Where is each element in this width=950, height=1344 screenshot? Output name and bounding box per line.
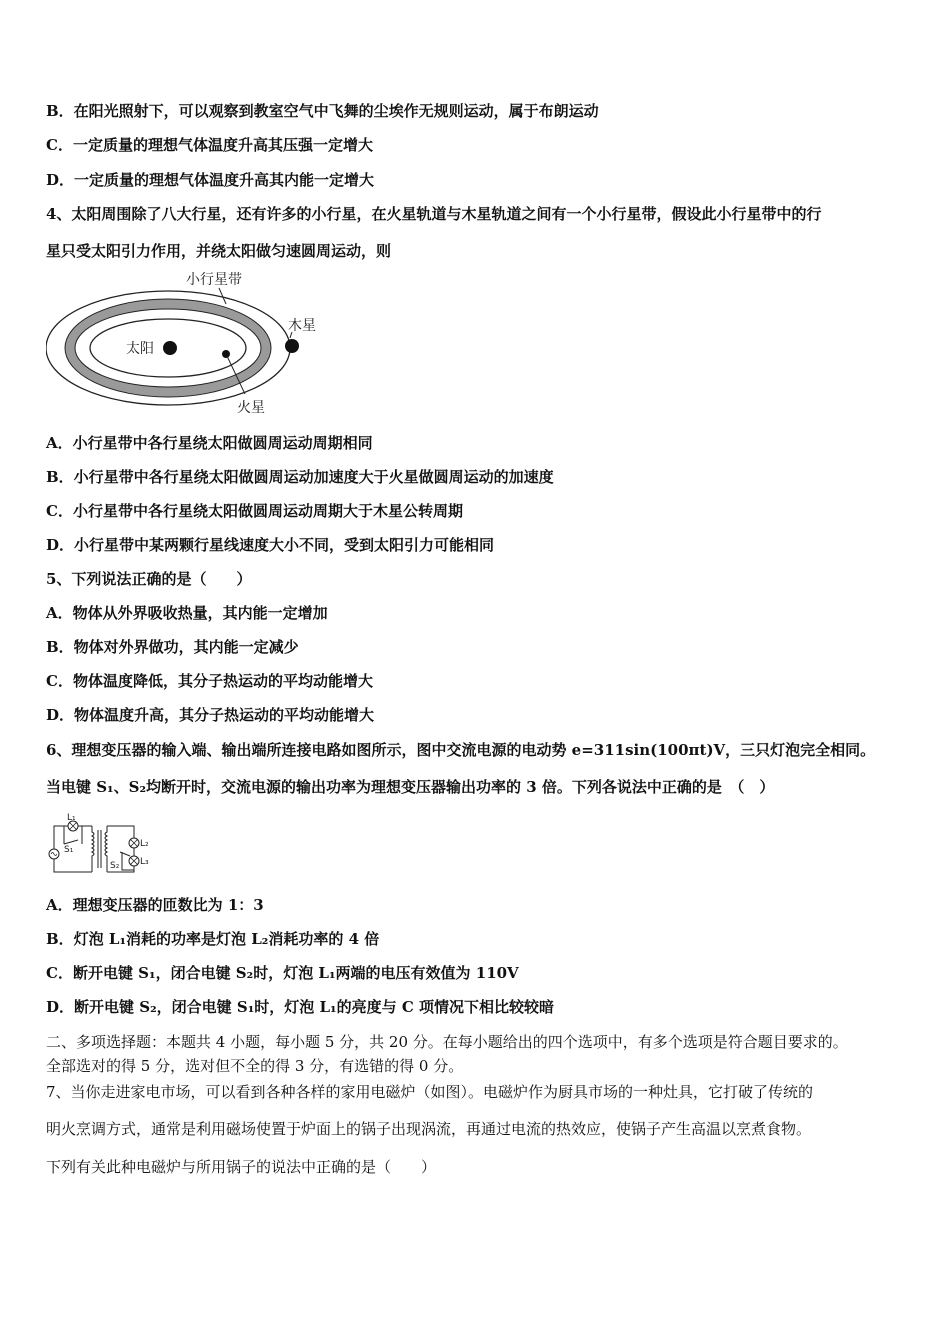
- label-sun: 太阳: [126, 341, 154, 357]
- q3-option-b: B．在阳光照射下，可以观察到教室空气中飞舞的尘埃作无规则运动，属于布朗运动: [46, 102, 599, 120]
- q6-stem-line2: 当电键 S₁、S₂均断开时，交流电源的输出功率为理想变压器输出功率的 3 倍。下列各说法中正确的是 （ ）: [46, 778, 775, 796]
- q6-stem-line1: 6、理想变压器的输入端、输出端所连接电路如图所示，图中交流电源的电动势 e=311sin(100πt)V，三只灯泡完全相同。: [46, 741, 876, 759]
- jupiter-dot: [285, 339, 299, 353]
- primary-coil-icon: [92, 826, 94, 872]
- q6-option-c: C．断开电键 S₁，闭合电键 S₂时，灯泡 L₁两端的电压有效值为 110V: [46, 964, 519, 982]
- q4-option-b: B．小行星带中各行星绕太阳做圆周运动加速度大于火星做圆周运动的加速度: [46, 468, 554, 486]
- label-asteroid-belt: 小行星带: [186, 272, 242, 288]
- q4-option-c: C．小行星带中各行星绕太阳做圆周运动周期大于木星公转周期: [46, 502, 463, 520]
- label-s1: S₁: [64, 845, 74, 855]
- q5-option-b: B．物体对外界做功，其内能一定减少: [46, 638, 299, 656]
- label-s2: S₂: [110, 861, 120, 871]
- q3-option-c: C．一定质量的理想气体温度升高其压强一定增大: [46, 136, 373, 154]
- transformer-circuit-diagram: [46, 812, 156, 880]
- mars-dot: [222, 350, 230, 358]
- q5-option-d: D．物体温度升高，其分子热运动的平均动能增大: [46, 706, 375, 724]
- label-l2: L₂: [140, 839, 149, 849]
- q7-stem-line2: 明火烹调方式，通常是利用磁场使置于炉面上的锅子出现涡流，再通过电流的热效应，使锅子产生高温以烹煮食物。: [46, 1120, 812, 1138]
- secondary-coil-icon: [105, 826, 107, 872]
- q7-stem-line3: 下列有关此种电磁炉与所用锅子的说法中正确的是（ ）: [46, 1158, 437, 1176]
- q5-option-c: C．物体温度降低，其分子热运动的平均动能增大: [46, 672, 373, 690]
- q4-option-a: A．小行星带中各行星绕太阳做圆周运动周期相同: [46, 434, 373, 452]
- sun-dot: [163, 341, 177, 355]
- q4-option-d: D．小行星带中某两颗行星线速度大小不同，受到太阳引力可能相同: [46, 536, 495, 554]
- label-l1: L₁: [67, 813, 76, 823]
- q5-option-a: A．物体从外界吸收热量，其内能一定增加: [46, 604, 328, 622]
- q4-stem-line1: 4、太阳周围除了八大行星，还有许多的小行星，在火星轨道与木星轨道之间有一个小行星带，假设此小行星带中的行: [46, 205, 822, 223]
- switch-s1-icon: [64, 840, 78, 844]
- label-mars: 火星: [237, 400, 265, 416]
- section2-heading-line1: 二、多项选择题：本题共 4 小题，每小题 5 分，共 20 分。在每小题给出的四个选项中，有多个选项是符合题目要求的。: [46, 1033, 848, 1051]
- section2-heading-line2: 全部选对的得 5 分，选对但不全的得 3 分，有选错的得 0 分。: [46, 1057, 464, 1075]
- q5-stem: 5、下列说法正确的是（ ）: [46, 570, 252, 588]
- q6-option-d: D．断开电键 S₂，闭合电键 S₁时，灯泡 L₁的亮度与 C 项情况下相比较较暗: [46, 998, 554, 1016]
- q7-stem-line1: 7、当你走进家电市场，可以看到各种各样的家用电磁炉（如图）。电磁炉作为厨具市场的一种灶具，它打破了传统的: [46, 1083, 814, 1101]
- q6-option-b: B．灯泡 L₁消耗的功率是灯泡 L₂消耗功率的 4 倍: [46, 930, 380, 948]
- label-jupiter: 木星: [288, 318, 316, 334]
- label-l3: L₃: [140, 857, 149, 867]
- q6-option-a: A．理想变压器的匝数比为 1：3: [46, 896, 264, 914]
- q4-stem-line2: 星只受太阳引力作用，并绕太阳做匀速圆周运动，则: [46, 242, 392, 260]
- asteroid-belt-diagram: [46, 268, 336, 420]
- q3-option-d: D．一定质量的理想气体温度升高其内能一定增大: [46, 171, 375, 189]
